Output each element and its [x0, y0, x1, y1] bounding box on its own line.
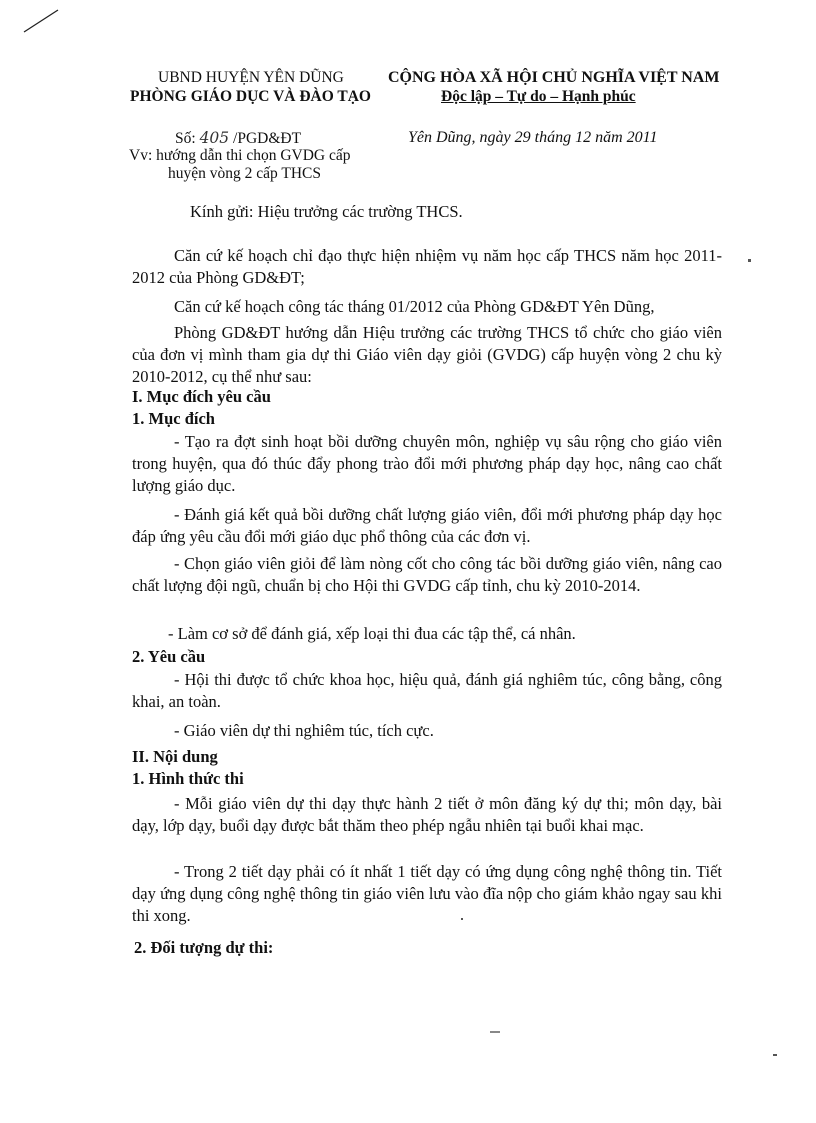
- bullet-requirement-1: - Hội thi được tổ chức khoa học, hiệu quả, đánh giá nghiêm túc, công bằng, công khai, an toàn.: [132, 670, 722, 711]
- paragraph-basis-1: Căn cứ kế hoạch chỉ đạo thực hiện nhiệm vụ năm học cấp THCS năm học 2011-2012 của Phòng GD&ĐT;: [132, 246, 722, 287]
- section-2-1-heading: 1. Hình thức thi: [132, 769, 244, 788]
- doc-number-suffix: /PGD&ĐT: [233, 130, 302, 147]
- section-1-2-heading: 2. Yêu cầu: [132, 647, 206, 666]
- bullet-purpose-1: - Tạo ra đợt sinh hoạt bồi dưỡng chuyên môn, nghiệp vụ sâu rộng cho giáo viên trong huyện, qua đó thúc đẩy phong trào đổi mới phương pháp dạy học, nâng cao chất lượng giáo dục.: [132, 432, 722, 495]
- scan-speck: [773, 1054, 777, 1056]
- bullet-purpose-3: - Chọn giáo viên giỏi để làm nòng cốt cho công tác bồi dưỡng giáo viên, nâng cao chất lượng đội ngũ, chuẩn bị cho Hội thi GVDG cấp tỉnh, chu kỳ 2010-2014.: [132, 554, 722, 595]
- paragraph-intro: Phòng GD&ĐT hướng dẫn Hiệu trưởng các trường THCS tổ chức cho giáo viên của đơn vị mình tham gia dự thi Giáo viên dạy giỏi (GVDG) cấp huyện vòng 2 chu kỳ 2010-2012, cụ thể như sau:: [132, 323, 722, 386]
- doc-number-handwritten: 405: [199, 129, 230, 147]
- section-2-heading: II. Nội dung: [132, 747, 218, 766]
- bullet-requirement-2: - Giáo viên dự thi nghiêm túc, tích cực.: [174, 721, 434, 740]
- dept-name: PHÒNG GIÁO DỤC VÀ ĐÀO TẠO: [130, 88, 371, 105]
- section-1-1-heading: 1. Mục đích: [132, 409, 215, 428]
- scan-speck: [748, 259, 751, 262]
- bullet-format-1: - Mỗi giáo viên dự thi dạy thực hành 2 tiết ở môn đăng ký dự thi; môn dạy, bài dạy, lớp dạy, buổi dạy được bắt thăm theo phép ngẫu nhiên tại buổi khai mạc.: [132, 794, 722, 835]
- bullet-purpose-2: - Đánh giá kết quả bồi dưỡng chất lượng giáo viên, đổi mới phương pháp dạy học đáp ứng yêu cầu đổi mới giáo dục phổ thông của các đơn vị.: [132, 505, 722, 546]
- bullet-format-2: - Trong 2 tiết dạy phải có ít nhất 1 tiết dạy có ứng dụng công nghệ thông tin. Tiết dạy ứng dụng công nghệ thông tin giáo viên lưu vào đĩa nộp cho giám khảo ngay sau khi thi xong.: [132, 862, 722, 925]
- paragraph-basis-2: Căn cứ kế hoạch công tác tháng 01/2012 của Phòng GD&ĐT Yên Dũng,: [174, 297, 655, 316]
- pen-stroke-mark: [22, 6, 62, 36]
- bullet-purpose-4: - Làm cơ sở để đánh giá, xếp loại thi đua các tập thể, cá nhân.: [168, 624, 576, 643]
- date-line: Yên Dũng, ngày 29 tháng 12 năm 2011: [408, 129, 658, 146]
- subject-line-2: huyện vòng 2 cấp THCS: [168, 165, 321, 182]
- recipient-line: Kính gửi: Hiệu trưởng các trường THCS.: [190, 202, 463, 221]
- nation-title: CỘNG HÒA XÃ HỘI CHỦ NGHĨA VIỆT NAM: [388, 69, 720, 86]
- scan-speck: [461, 918, 463, 920]
- section-2-2-heading: 2. Đối tượng dự thi:: [134, 938, 274, 957]
- org-name: UBND HUYỆN YÊN DŨNG: [158, 69, 344, 86]
- nation-motto: Độc lập – Tự do – Hạnh phúc: [441, 88, 636, 105]
- section-1-heading: I. Mục đích yêu cầu: [132, 387, 271, 406]
- doc-number-prefix: Số:: [175, 130, 196, 147]
- subject-line-1: Vv: hướng dẫn thi chọn GVDG cấp: [129, 147, 351, 164]
- scan-speck: [490, 1031, 500, 1033]
